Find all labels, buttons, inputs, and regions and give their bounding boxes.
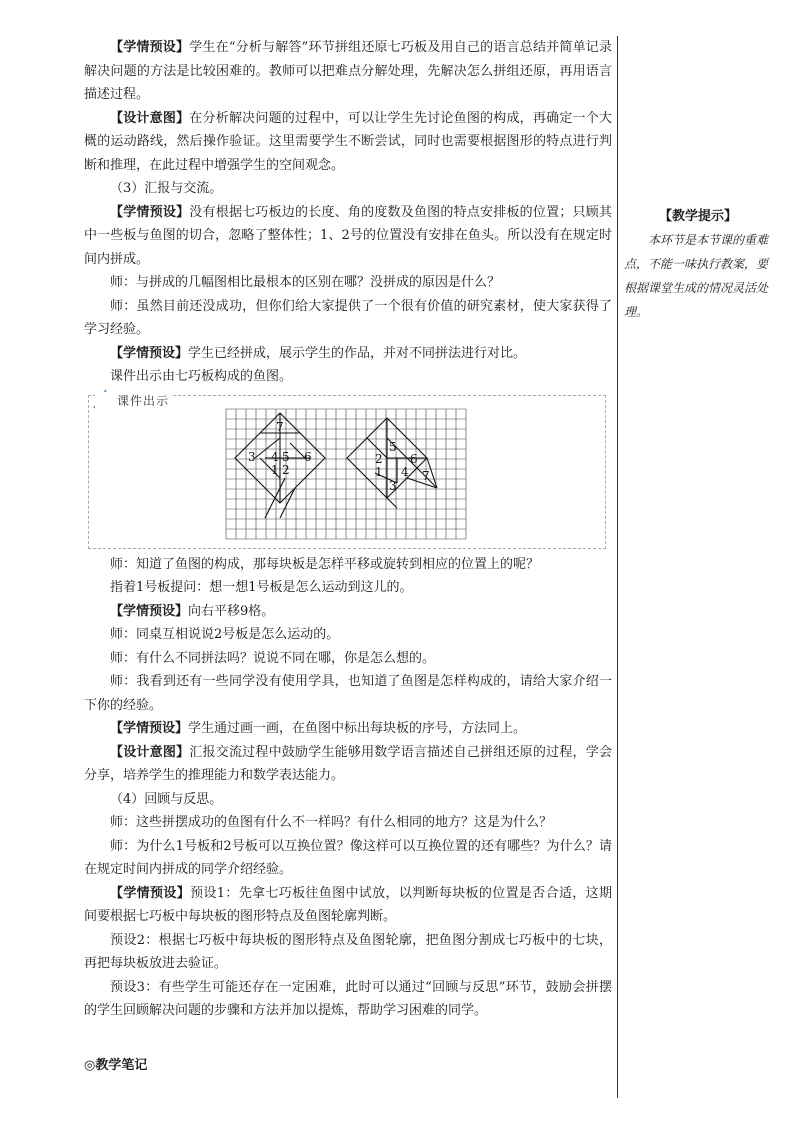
paragraph-tag: 【设计意图】 bbox=[110, 744, 190, 760]
tangram-fish-grid bbox=[225, 408, 467, 542]
paragraph-text: 师：知道了鱼图的构成，那每块板是怎样平移或旋转到相应的位置上的呢？ bbox=[110, 556, 540, 572]
paragraphs-top bbox=[84, 36, 612, 389]
paragraph-text: 预设3：有些学生可能还存在一定困难，此时可以通过“回顾与反思”环节，鼓励会拼摆的学生回顾解决问题的步骤和方法并加以提炼，帮助学习困难的同学。 bbox=[84, 979, 612, 1018]
paragraph bbox=[84, 835, 612, 882]
paragraph-text: 师：与拼成的几幅图相比最根本的区别在哪？没拼成的原因是什么？ bbox=[110, 275, 501, 290]
paragraph-text: （3）汇报与交流。 bbox=[110, 181, 223, 196]
right-label-5: 5 bbox=[389, 439, 397, 454]
paragraph bbox=[84, 295, 612, 342]
paragraph-tag: 【学情预设】 bbox=[110, 721, 189, 736]
column-divider bbox=[617, 36, 618, 1098]
paragraph-text: 指着1号板提问：想一想1号板是怎么运动到这儿的。 bbox=[110, 580, 413, 595]
right-label-3: 3 bbox=[389, 478, 397, 493]
paragraph-text: 师：同桌互相说说2号板是怎么运动的。 bbox=[110, 627, 340, 642]
paragraph-text: 汇报交流过程中鼓励学生能够用数学语言描述自己拼组还原的过程，学会分享，培养学生的推理能力和数学表达能力。 bbox=[84, 744, 612, 783]
paragraph-tag: 【学情预设】 bbox=[110, 345, 189, 361]
left-label-3: 3 bbox=[248, 449, 256, 464]
paragraph bbox=[84, 788, 612, 812]
paragraph bbox=[84, 623, 612, 647]
paragraph-text: 预设2：根据七巧板中每块板的图形特点及鱼图轮廓，把鱼图分割成七巧板中的七块，再把每块板放进去验证。 bbox=[84, 932, 612, 971]
paragraph-tag: 【学情预设】 bbox=[110, 40, 190, 55]
right-label-1: 1 bbox=[375, 464, 383, 479]
main-column bbox=[84, 36, 612, 1023]
paragraph-text: 向右平移9格。 bbox=[188, 603, 275, 619]
right-label-7: 7 bbox=[422, 468, 430, 483]
left-label-4: 4 bbox=[271, 449, 279, 464]
paragraph-text: 师：这些拼摆成功的鱼图有什么不一样吗？有什么相同的地方？这是为什么？ bbox=[110, 815, 553, 830]
paragraph bbox=[84, 36, 612, 107]
courseware-box bbox=[88, 395, 606, 549]
paragraphs-bottom bbox=[84, 553, 612, 1023]
left-label-2: 2 bbox=[282, 462, 290, 477]
paragraph bbox=[84, 647, 612, 671]
paragraph bbox=[84, 600, 612, 624]
paragraph-text: （4）回顾与反思。 bbox=[110, 791, 223, 807]
left-label-6: 6 bbox=[304, 449, 312, 464]
paragraph-text: 师：虽然目前还没成功，但你们给大家提供了一个很有价值的研究素材，使大家获得了学习经验。 bbox=[84, 298, 612, 337]
paragraph-text: 预设1：先拿七巧板往鱼图中试放，以判断每块板的位置是否合适，这期间要根据七巧板中每块板的图形特点及鱼图轮廓判断。 bbox=[84, 885, 612, 924]
paragraph bbox=[84, 107, 612, 178]
paragraph bbox=[84, 365, 612, 389]
paragraph-tag: 【学情预设】 bbox=[110, 603, 189, 619]
courseware-label: 课件出示 bbox=[95, 392, 173, 409]
teaching-notes-label: ◎教学笔记 bbox=[84, 1058, 148, 1073]
paragraph-text: 课件出示由七巧板构成的鱼图。 bbox=[110, 369, 293, 384]
sidebar bbox=[624, 206, 772, 324]
paragraph bbox=[84, 717, 612, 741]
paragraph-text: 学生通过画一画，在鱼图中标出每块板的序号，方法同上。 bbox=[188, 721, 527, 736]
paragraph-tag: 【学情预设】 bbox=[110, 204, 190, 220]
right-label-4: 4 bbox=[401, 464, 409, 479]
paragraph-tag: 【学情预设】 bbox=[110, 885, 191, 901]
sidebar-title: 【教学提示】 bbox=[658, 209, 737, 224]
paragraph bbox=[84, 882, 612, 929]
paragraph bbox=[84, 741, 612, 788]
paragraph-text: 师：我看到还有一些同学没有使用学具，也知道了鱼图是怎样构成的，请给大家介绍一下你的经验。 bbox=[84, 674, 612, 713]
paragraph bbox=[84, 811, 612, 835]
paragraph-text: 学生在“分析与解答”环节拼组还原七巧板及用自己的语言总结并简单记录解决问题的方法是比较困难的。教师可以把难点分解处理，先解决怎么拼组还原，再用语言描述过程。 bbox=[84, 40, 612, 102]
left-label-5: 5 bbox=[282, 449, 290, 464]
paragraph bbox=[84, 177, 612, 201]
paragraph bbox=[84, 201, 612, 272]
paragraph-text: 学生已经拼成，展示学生的作品，并对不同拼法进行对比。 bbox=[188, 345, 527, 361]
paragraph bbox=[84, 670, 612, 717]
paragraph-text: 师：为什么1号板和2号板可以互换位置？像这样可以互换位置的还有哪些？为什么？请在规定时间内拼成的同学介绍经验。 bbox=[84, 838, 612, 877]
paragraph bbox=[84, 929, 612, 976]
paragraph-tag: 【设计意图】 bbox=[110, 110, 190, 126]
paragraph-text: 师：有什么不同拼法吗？说说不同在哪，你是怎么想的。 bbox=[110, 650, 436, 666]
left-label-1: 1 bbox=[271, 462, 279, 477]
sidebar-body: 本环节是本节课的重难点，不能一味执行教案，要根据课堂生成的情况灵活处理。 bbox=[624, 233, 769, 319]
paragraph bbox=[84, 271, 612, 295]
left-label-7: 7 bbox=[276, 419, 284, 434]
paragraph bbox=[84, 342, 612, 366]
paragraph-text: 在分析解决问题的过程中，可以让学生先讨论鱼图的构成，再确定一个大概的运动路线，然后操作验证。这里需要学生不断尝试，同时也需要根据图形的特点进行判断和推理，在此过程中增强学生的空间观念。 bbox=[84, 110, 612, 173]
paragraph-text: 没有根据七巧板边的长度、角的度数及鱼图的特点安排板的位置；只顾其中一些板与鱼图的切合，忽略了整体性；1、2号的位置没有安排在鱼头。所以没有在规定时间内拼成。 bbox=[84, 204, 612, 267]
paragraph bbox=[84, 976, 612, 1023]
right-label-2: 2 bbox=[375, 451, 383, 466]
paragraph bbox=[84, 553, 612, 577]
paragraph bbox=[84, 576, 612, 600]
right-label-6: 6 bbox=[410, 451, 418, 466]
